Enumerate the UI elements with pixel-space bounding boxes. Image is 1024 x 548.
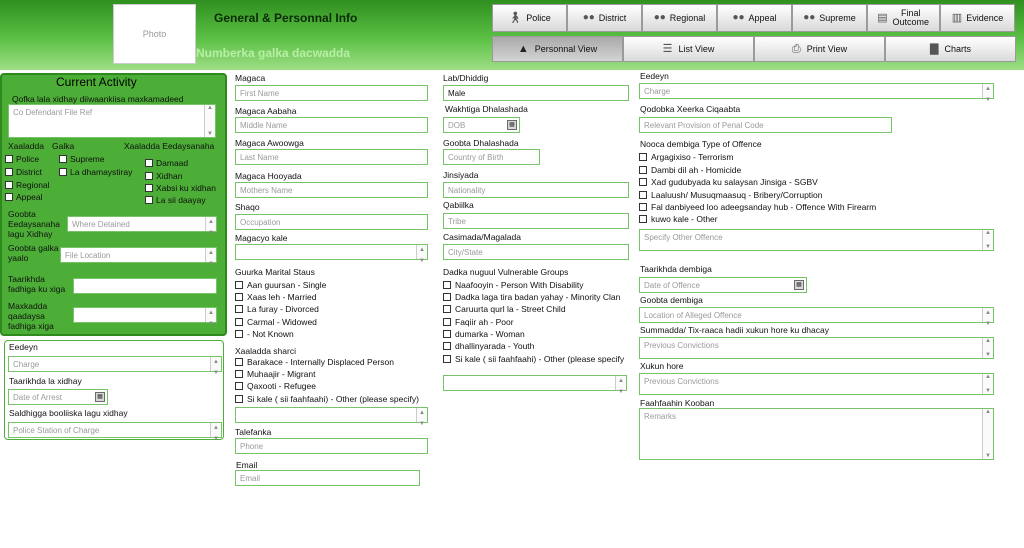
select-stepper[interactable]: ▲ ▼ xyxy=(982,308,993,322)
previous-sentence-label: Xukun hore xyxy=(640,361,684,371)
station-label: Saldhigga booliiska lagu xidhay xyxy=(9,408,128,418)
other-vulnerable-select[interactable] xyxy=(443,375,627,395)
dob-field[interactable] xyxy=(443,117,520,133)
first-name-label: Magaca xyxy=(235,73,266,83)
checkbox-police-label: Police xyxy=(16,154,40,164)
checkbox-refugee-label: Qaxooti - Refugee xyxy=(247,381,316,391)
dob-label: Wakhtiga Dhalashada xyxy=(445,104,528,114)
nav-evidence-label: Evidence xyxy=(966,13,1004,23)
list-icon: ☰ xyxy=(662,42,673,55)
offence-location-select[interactable] xyxy=(639,307,994,327)
nav-appeal-button[interactable] xyxy=(717,4,792,32)
group-icon: ●● xyxy=(582,12,595,23)
nationality-label: Jinsiyada xyxy=(443,170,479,180)
checkbox-poor[interactable] xyxy=(443,318,451,326)
tab-personnal-view[interactable] xyxy=(492,36,623,62)
checkbox-married[interactable] xyxy=(235,293,243,301)
calendar-icon[interactable]: ▦ xyxy=(95,392,105,402)
tab-personnal-view-label: Personnal View xyxy=(534,44,598,54)
select-stepper[interactable]: ▲ ▼ xyxy=(210,357,221,371)
city-field[interactable] xyxy=(443,244,629,260)
detention-status-label: Xaaladda Eedaysanaha xyxy=(124,141,215,151)
previous-convictions-placeholder: Previous Convictions xyxy=(644,341,719,350)
penal-provision-field[interactable] xyxy=(639,117,892,133)
printer-icon: ⎙ xyxy=(791,42,801,55)
status-label: Xaaladda xyxy=(8,141,44,151)
checkbox-released[interactable] xyxy=(145,196,153,204)
person-icon: ▲ xyxy=(517,42,529,55)
birthplace-placeholder: Country of Birth xyxy=(448,153,504,162)
nav-regional-label: Regional xyxy=(669,13,706,23)
group-icon: ●● xyxy=(653,12,666,23)
middle-name-field[interactable] xyxy=(235,117,428,133)
checkbox-supreme-label: Supreme xyxy=(70,154,105,164)
other-names-label: Magacyo kale xyxy=(235,233,288,243)
checkbox-street-child-label: Caruurta qurl la - Street Child xyxy=(455,304,566,314)
checkbox-disability[interactable] xyxy=(443,281,451,289)
nav-appeal-label: Appeal xyxy=(748,13,777,23)
nationality-placeholder: Nationality xyxy=(448,186,486,195)
checkbox-firearm[interactable] xyxy=(639,203,647,211)
checkbox-corruption[interactable] xyxy=(639,191,647,199)
sex-label: Lab/Dhiddig xyxy=(443,73,489,83)
tab-charts-label: Charts xyxy=(944,44,971,54)
nationality-field[interactable] xyxy=(443,182,629,198)
checkbox-widowed[interactable] xyxy=(235,318,243,326)
checkbox-other-status[interactable] xyxy=(235,395,243,403)
previous-convictions-label: Summadda/ Tix-raaca hadii xukun hore ku dhacay xyxy=(640,325,829,335)
nav-supreme-button[interactable] xyxy=(792,4,867,32)
textarea-scrollbar[interactable]: ▲ ▼ xyxy=(204,105,215,137)
next-hearing-court-select[interactable] xyxy=(73,307,217,327)
nav-final-outcome-label: Final Outcome xyxy=(892,8,929,27)
galka-label: Galka xyxy=(52,141,75,151)
file-location-label: Goobta galka yaalo xyxy=(8,243,59,263)
offence-location-placeholder: Location of Alleged Offence xyxy=(644,311,742,320)
file-ref-label: Qofka lala xidhay diiwaankiisa maxkamadeed xyxy=(12,94,184,104)
city-placeholder: City/State xyxy=(448,248,483,257)
checkbox-regional[interactable] xyxy=(5,181,13,189)
checkbox-prison-label: Xabsi ku xidhan xyxy=(156,183,217,193)
birthplace-field[interactable] xyxy=(443,149,540,165)
checkbox-other-offence[interactable] xyxy=(639,215,647,223)
nav-evidence-button[interactable] xyxy=(940,4,1015,32)
checkbox-sgbv[interactable] xyxy=(639,178,647,186)
current-activity-title: Current Activity xyxy=(56,75,137,89)
email-placeholder: Email xyxy=(240,474,261,483)
offence-date-placeholder: Date of Offence xyxy=(644,281,700,290)
email-label: Email xyxy=(236,460,258,470)
next-hearing-court-label: Maxkadda qaadaysa fadhiga xiga xyxy=(8,301,54,331)
nav-police-label: Police xyxy=(526,13,551,23)
textarea-scrollbar[interactable]: ▲ ▼ xyxy=(982,338,993,358)
bar-chart-icon: ▇ xyxy=(930,42,939,55)
checkbox-single[interactable] xyxy=(235,281,243,289)
last-name-field[interactable] xyxy=(235,149,428,165)
previous-sentence-placeholder: Previous Convictions xyxy=(644,377,719,386)
previous-convictions-field[interactable] xyxy=(639,337,994,359)
tribe-field[interactable] xyxy=(443,213,629,229)
other-offence-placeholder: Specify Other Offence xyxy=(644,233,723,242)
checkbox-released-label: La sii daayay xyxy=(156,195,206,205)
arrest-date-label: Taarikhda la xidhay xyxy=(9,376,82,386)
calendar-icon[interactable]: ▦ xyxy=(507,120,517,130)
checkbox-poor-label: Faqiir ah - Poor xyxy=(455,317,514,327)
checkbox-completed[interactable] xyxy=(59,168,67,176)
calendar-icon[interactable]: ▦ xyxy=(794,280,804,290)
checkbox-bail[interactable] xyxy=(145,159,153,167)
middle-name-label: Magaca Aabaha xyxy=(235,106,297,116)
select-stepper[interactable]: ▲ ▼ xyxy=(615,376,626,390)
dob-placeholder: DOB xyxy=(448,121,466,130)
person-walk-icon: 🚶︎ xyxy=(508,11,523,24)
arrest-date-placeholder: Date of Arrest xyxy=(13,393,62,402)
checkbox-refugee[interactable] xyxy=(235,382,243,390)
city-label: Casimada/Magalada xyxy=(443,232,521,242)
last-name-placeholder: Last Name xyxy=(240,153,279,162)
checkbox-sgbv-label: Xad gudubyada ku salaysan Jinsiga - SGBV xyxy=(651,177,818,187)
other-names-select[interactable] xyxy=(235,244,428,264)
textarea-scrollbar[interactable]: ▲ ▼ xyxy=(982,230,993,250)
occupation-label: Shaqo xyxy=(235,202,260,212)
checkbox-minority[interactable] xyxy=(443,293,451,301)
select-stepper[interactable]: ▲ ▼ xyxy=(205,217,216,231)
penal-provision-placeholder: Relevant Provision of Penal Code xyxy=(644,121,764,130)
checkbox-not-known-label: - Not Known xyxy=(247,329,294,339)
arrest-charge-select[interactable] xyxy=(8,356,222,376)
phone-field[interactable] xyxy=(235,438,428,454)
legal-status-label: Xaaladda sharci xyxy=(235,346,296,356)
mother-name-field[interactable] xyxy=(235,182,428,198)
offence-charge-placeholder: Charge xyxy=(644,87,671,96)
offence-location-label: Goobta dembiga xyxy=(640,295,703,305)
birthplace-label: Goobta Dhalashada xyxy=(443,138,519,148)
nav-final-outcome-button[interactable] xyxy=(867,4,940,32)
checkbox-youth[interactable] xyxy=(443,342,451,350)
document-icon: ▤ xyxy=(877,11,888,24)
mother-name-placeholder: Mothers Name xyxy=(240,186,293,195)
penal-provision-label: Qodobka Xeerka Ciqaabta xyxy=(640,104,741,114)
checkbox-supreme[interactable] xyxy=(59,155,67,163)
middle-name-placeholder: Middle Name xyxy=(240,121,288,130)
photo-placeholder[interactable]: Photo xyxy=(113,4,196,64)
remarks-placeholder: Remarks xyxy=(644,412,677,421)
station-placeholder: Police Station of Charge xyxy=(13,426,100,435)
email-field[interactable] xyxy=(235,470,420,486)
checkbox-not-known[interactable] xyxy=(235,330,243,338)
checkbox-woman-label: dumarka - Woman xyxy=(455,329,525,339)
tab-print-view-label: Print View xyxy=(806,44,848,54)
checkbox-minority-label: Dadka laga tira badan yahay - Minority Clan xyxy=(455,292,621,302)
offence-charge-select[interactable] xyxy=(639,83,994,103)
remarks-field[interactable] xyxy=(639,408,994,460)
checkbox-married-label: Xaas leh - Married xyxy=(247,292,317,302)
where-detained-label: Goobta Eedaysanaha lagu Xidhay xyxy=(8,209,60,239)
nav-regional-button[interactable] xyxy=(642,4,717,32)
checkbox-prison[interactable] xyxy=(145,184,153,192)
select-stepper[interactable]: ▲ ▼ xyxy=(982,84,993,98)
checkbox-district[interactable] xyxy=(5,168,13,176)
checkbox-completed-label: La dhamaystiray xyxy=(70,167,133,177)
next-hearing-date-label: Taarikhda fadhiga ku xiga xyxy=(8,274,66,294)
offence-type-label: Nooca dembiga Type of Offence xyxy=(640,139,762,149)
case-number-label: Numberka galka dacwadda xyxy=(196,46,351,60)
checkbox-appeal-label: Appeal xyxy=(16,192,43,202)
textarea-scrollbar[interactable]: ▲ ▼ xyxy=(982,409,993,459)
last-name-label: Magaca Awoowga xyxy=(235,138,304,148)
checkbox-homicide-label: Dambi dil ah - Homicide xyxy=(651,165,742,175)
checkbox-other-vulnerable-label: Si kale ( sii faahfaahi) - Other (please specify xyxy=(455,354,625,364)
select-stepper[interactable]: ▲ ▼ xyxy=(205,248,216,262)
select-stepper[interactable]: ▲ ▼ xyxy=(210,423,221,437)
sex-field[interactable] xyxy=(443,85,629,101)
checkbox-terrorism-label: Argagixiso - Terrorism xyxy=(651,152,734,162)
checkbox-regional-label: Regional xyxy=(16,180,50,190)
offence-date-field[interactable] xyxy=(639,277,807,293)
offence-date-label: Taarikhda dembiga xyxy=(640,264,712,274)
checkbox-idp[interactable] xyxy=(235,358,243,366)
checkbox-detained[interactable] xyxy=(145,172,153,180)
where-detained-select[interactable] xyxy=(67,216,217,236)
nav-district-button[interactable] xyxy=(567,4,642,32)
group-icon: ●● xyxy=(732,12,745,23)
marital-status-label: Guurka Marital Staus xyxy=(235,267,315,277)
checkbox-disability-label: Naafooyin - Person With Disability xyxy=(455,280,584,290)
file-location-placeholder: File Location xyxy=(65,251,111,260)
tab-charts[interactable] xyxy=(885,36,1016,62)
checkbox-divorced[interactable] xyxy=(235,305,243,313)
station-select[interactable] xyxy=(8,422,222,442)
select-stepper[interactable]: ▲ ▼ xyxy=(416,245,427,259)
select-stepper[interactable]: ▲ ▼ xyxy=(205,308,216,322)
mother-name-label: Magaca Hooyada xyxy=(235,171,302,181)
phone-label: Talefanka xyxy=(235,427,272,437)
phone-placeholder: Phone xyxy=(240,442,264,451)
select-stepper[interactable]: ▲ ▼ xyxy=(416,408,427,422)
page-title: General & Personnal Info xyxy=(214,11,358,25)
first-name-field[interactable] xyxy=(235,85,428,101)
first-name-placeholder: First Name xyxy=(240,89,280,98)
checkbox-single-label: Aan guursan - Single xyxy=(247,280,327,290)
other-offence-field[interactable] xyxy=(639,229,994,251)
checkbox-street-child[interactable] xyxy=(443,305,451,313)
arrest-charge-label: Eedeyn xyxy=(9,342,38,352)
checkbox-terrorism[interactable] xyxy=(639,153,647,161)
book-icon: ▥ xyxy=(951,11,963,24)
tab-list-view[interactable] xyxy=(623,36,754,62)
sex-value: Male xyxy=(448,89,466,98)
file-location-select[interactable] xyxy=(60,247,217,267)
remarks-label: Faahfaahin Kooban xyxy=(640,398,715,408)
checkbox-homicide[interactable] xyxy=(639,166,647,174)
vulnerable-groups-label: Dadka nuguul Vulnerable Groups xyxy=(443,267,569,277)
arrest-date-field[interactable] xyxy=(8,389,108,405)
tribe-placeholder: Tribe xyxy=(448,217,466,226)
nav-supreme-label: Supreme xyxy=(819,13,856,23)
checkbox-youth-label: dhallinyarada - Youth xyxy=(455,341,535,351)
occupation-field[interactable] xyxy=(235,214,428,230)
checkbox-migrant-label: Muhaajir - Migrant xyxy=(247,369,316,379)
checkbox-idp-label: Barakace - Internally Displaced Person xyxy=(247,357,394,367)
offence-charge-label: Eedeyn xyxy=(640,71,669,81)
checkbox-other-vulnerable[interactable] xyxy=(443,355,451,363)
textarea-scrollbar[interactable]: ▲ ▼ xyxy=(982,374,993,394)
checkbox-firearm-label: Fal danbiyeed loo adeegsanday hub - Offence With Firearm xyxy=(651,202,877,212)
co-defendant-file-ref-field[interactable] xyxy=(8,104,216,138)
tab-list-view-label: List View xyxy=(678,44,715,54)
checkbox-divorced-label: La furay - Divorced xyxy=(247,304,319,314)
checkbox-woman[interactable] xyxy=(443,330,451,338)
checkbox-police[interactable] xyxy=(5,155,13,163)
checkbox-other-offence-label: kuwo kale - Other xyxy=(651,214,718,224)
checkbox-district-label: District xyxy=(16,167,42,177)
arrest-charge-placeholder: Charge xyxy=(13,360,40,369)
tab-print-view[interactable] xyxy=(754,36,885,62)
occupation-placeholder: Occupation xyxy=(240,218,281,227)
previous-sentence-field[interactable] xyxy=(639,373,994,395)
tribe-label: Qabiilka xyxy=(443,200,474,210)
checkbox-corruption-label: Laaluush/ Musuqmaasuq - Bribery/Corruption xyxy=(651,190,823,200)
checkbox-bail-label: Damaad xyxy=(156,158,189,168)
checkbox-other-status-label: Si kale ( sii faahfaahi) - Other (please specify) xyxy=(247,394,419,404)
next-hearing-date-field[interactable] xyxy=(73,278,217,294)
checkbox-detained-label: Xidhan xyxy=(156,171,183,181)
where-detained-placeholder: Where Detained xyxy=(72,220,130,229)
nav-police-button[interactable] xyxy=(492,4,567,32)
nav-district-label: District xyxy=(598,13,627,23)
co-defendant-placeholder: Co Defendant File Ref xyxy=(13,108,93,117)
group-icon: ●● xyxy=(803,12,816,23)
checkbox-appeal[interactable] xyxy=(5,193,13,201)
checkbox-widowed-label: Carmal - Widowed xyxy=(247,317,317,327)
other-status-select[interactable] xyxy=(235,407,428,427)
checkbox-migrant[interactable] xyxy=(235,370,243,378)
